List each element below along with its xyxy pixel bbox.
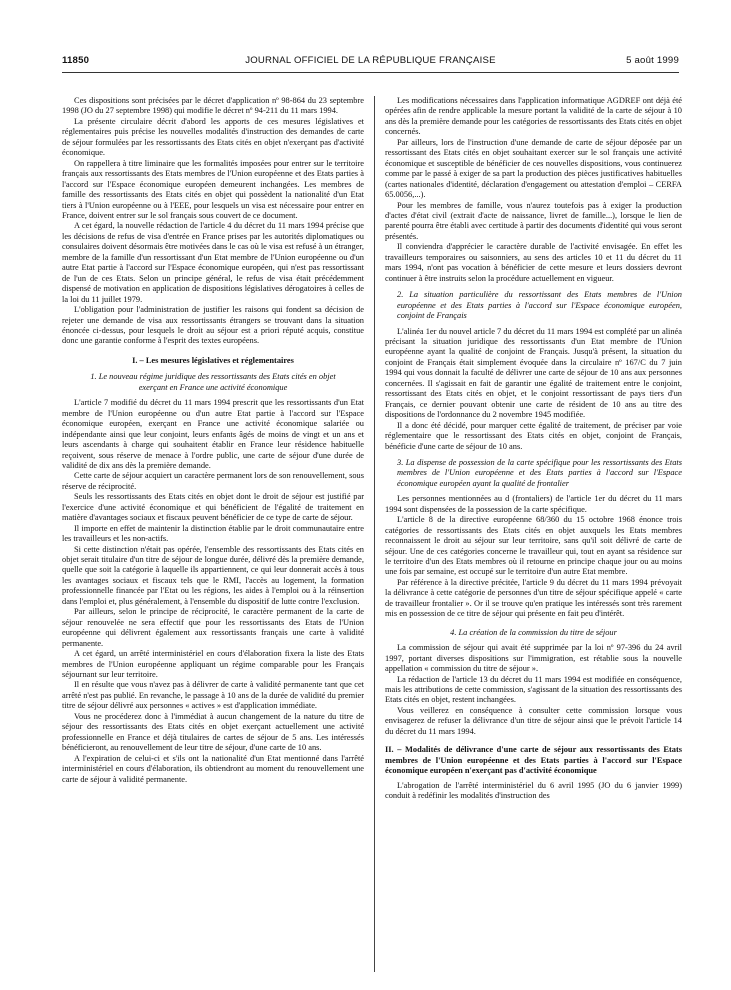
paragraph: Vous veillerez en conséquence à consulter cette commission lorsque vous envisagerez de refuser la délivrance d'un titre de séjour ainsi que le prévoit l'article 14 du décret du 11 mars 1994.: [385, 705, 682, 736]
paragraph: Cette carte de séjour acquiert un caractère permanent lors de son renouvellement, sous réserve de réciprocité.: [62, 471, 364, 491]
journal-title: JOURNAL OFFICIEL DE LA RÉPUBLIQUE FRANÇAISE: [245, 55, 496, 66]
paragraph: L'article 8 de la directive européenne 68/360 du 15 octobre 1968 énonce trois catégories de ressortissants des Etats cités en objet auxquels les Etats membres reconnaissent le droit au séjour sur leur territoire, sans qu'il soit délivré de carte de séjour. Une de ces catégories concerne le travailleur qui, tout en ayant sa résidence sur le territoire d'un des Etats membres où il retourne en principe chaque jour ou au moins une fois par semaine, est occupé sur le territoire d'un autre Etat membre.: [385, 515, 682, 577]
subsection-heading: 2. La situation particulière du ressortissant des Etats membres de l'Union européenne et des Etats parties à l'accord sur l'Espace économique européen, conjoint de Français: [397, 290, 682, 321]
paragraph: La commission de séjour qui avait été supprimée par la loi nº 97-396 du 24 avril 1997, portant diverses dispositions sur l'immigration, est rétablie sous la nouvelle appellation « commission du titre de séjour ».: [385, 643, 682, 674]
paragraph: Il a donc été décidé, pour marquer cette égalité de traitement, de préciser par voie réglementaire que le ressortissant des Etats cités en objet, conjoint de Français, bénéficie d'une carte de séjour de 10 ans.: [385, 420, 682, 451]
left-column: [62, 96, 364, 972]
page-number: 11850: [62, 55, 90, 66]
paragraph: Il en résulte que vous n'avez pas à délivrer de carte à validité permanente tant que cet arrêté n'est pas publié. En revanche, le passage à 10 ans de la durée de validité du premier titre de séjour délivré aux personnes « actives » est d'application immédiate.: [62, 680, 364, 711]
paragraph: La présente circulaire décrit d'abord les apports de ces mesures législatives et réglementaires puis précise les nouvelles modalités d'instruction des demandes de carte de séjour formulées par les ressortissants des Etats cités en objet n'exerçant pas d'activité économique.: [62, 116, 364, 158]
paragraph: L'abrogation de l'arrêté interministériel du 6 avril 1995 (JO du 6 janvier 1999) conduit à redéfinir les modalités d'instruction des: [385, 780, 682, 801]
paragraph: La rédaction de l'article 13 du décret du 11 mars 1994 est modifiée en conséquence, mais les attributions de cette commission, s'agissant de la situation des ressortissants des Etats cités en objet, restent inchangées.: [385, 674, 682, 705]
paragraph: Les modifications nécessaires dans l'application informatique AGDREF ont déjà été opérées afin de rendre applicable la mesure portant la validité de la carte de séjour à 10 ans dès la première demande pour les catégories de ressortissants des Etats cités en objet concernés.: [385, 96, 682, 137]
paragraph: Si cette distinction n'était pas opérée, l'ensemble des ressortissants des Etats cités en objet serait titulaire d'un titre de séjour de longue durée, délivré dès la première demande, quelle que soit la catégorie à laquelle ils appartiennent, ce qui leur donnerait accès à tous les avantages sociaux et fiscaux tels que le RMI, l'accès au logement, la formation professionnelle financée par l'Etat ou les régions, les aides à l'emploi ou à la réinsertion dans l'emploi et, plus généralement, à l'ensemble du dispositif de lutte contre l'exclusion.: [62, 544, 364, 606]
paragraph: Ces dispositions sont précisées par le décret d'application nº 98-864 du 23 septembre 1998 (JO du 27 septembre 1998) qui modifie le décret nº 94-211 du 11 mars 1994.: [62, 96, 364, 116]
paragraph: A cet égard, un arrêté interministériel en cours d'élaboration fixera la liste des Etats membres de l'Union européenne appliquant un régime comparable pour les Français séjournant sur leur territoire.: [62, 649, 364, 680]
paragraph: Il conviendra d'apprécier le caractère durable de l'activité envisagée. En effet les travailleurs temporaires ou saisonniers, au sens des articles 10 et 11 du décret du 11 mars 1994, n'ont pas vocation à bénéficier de cette mesure et leurs dossiers devront continuer à être instruits selon la procédure actuellement en vigueur.: [385, 242, 682, 283]
paragraph: Il importe en effet de maintenir la distinction établie par le droit communautaire entre les travailleurs et les non-actifs.: [62, 523, 364, 544]
paragraph: A l'expiration de celui-ci et s'ils ont la nationalité d'un Etat mentionné dans l'arrêté interministériel en cours d'élaboration, ils obtiendront au moment du renouvellement une carte de séjour à validité permanente.: [62, 753, 364, 784]
subsection-heading: 4. La création de la commission du titre de séjour: [450, 627, 617, 637]
right-column: [385, 96, 682, 972]
paragraph: Vous ne procéderez donc à l'immédiat à aucun changement de la nature du titre de séjour des ressortissants des Etats cités en objet exerçant actuellement une activité professionnelle en France et déjà titulaires de cartes de séjour de 5 ans. Les intéressés bénéficieront, au renouvellement de leur titre de séjour, d'une carte de 10 ans.: [62, 711, 364, 753]
section-heading: II. – Modalités de délivrance d'une carte de séjour aux ressortissants des Etats membres de l'Union européenne et des Etats parties à l'accord sur l'Espace économique européen n'exerçant pas d'activité économique: [385, 745, 682, 776]
paragraph: Par référence à la directive précitée, l'article 9 du décret du 11 mars 1994 prévoyait la délivrance à cette catégorie de personnes d'un titre de séjour spécifique appelé « carte de travailleur frontalier ». Or il se trouve qu'en pratique les intéressés sont très rarement mis en possession de ce titre de séjour qui présente en fait peu d'intérêt.: [385, 577, 682, 619]
paragraph: A cet égard, la nouvelle rédaction de l'article 4 du décret du 11 mars 1994 précise que les décisions de refus de visa d'entrée en France prises par les autorités diplomatiques ou consulaires doivent désormais être motivées dans le cas où le visa est refusé à un étranger, membre de la famille d'un ressortissant d'un Etat membre de l'Union européenne ou d'un autre Etat partie à l'accord sur l'Espace économique européen, qui n'est pas ressortissant de l'un de ces Etats. Selon un principe général, le refus de visa était précédemment dispensé de motivation en application de dispositions législatives dérogatoires à celles de la loi du 11 juillet 1979.: [62, 221, 364, 304]
paragraph: L'article 7 modifié du décret du 11 mars 1994 prescrit que les ressortissants d'un Etat membre de l'Union européenne ou d'un autre Etat partie à l'accord sur l'Espace économique européen, exerçant en France une activité économique salariée ou indépendante ainsi que leur conjoint, leurs enfants âgés de moins de vingt et un ans et leurs ascendants à charge qui souhaitent établir en France leur résidence habituelle reçoivent, sous réserve de menace à l'ordre public, une carte de séjour d'une durée de validité de dix ans dès la première demande.: [62, 398, 364, 470]
subsection-heading: 3. La dispense de possession de la carte spécifique pour les ressortissants des Etats membres de l'Union européenne et des Etats parties à l'accord sur l'Espace économique européen ayant la qualité de frontalier: [397, 457, 682, 488]
paragraph: L'obligation pour l'administration de justifier les raisons qui fondent sa décision de rejeter une demande de visa aux ressortissants étrangers se trouvant dans la situation énoncée ci-dessus, pour lesquels le droit au séjour est a priori réputé acquis, constitue donc une garantie conforme à l'esprit des textes européens.: [62, 305, 364, 346]
paragraph: Les personnes mentionnées au d (frontaliers) de l'article 1er du décret du 11 mars 1994 sont dispensées de la possession de la carte spécifique.: [385, 494, 682, 514]
issue-date: 5 août 1999: [626, 55, 679, 66]
subsection-heading: 1. Le nouveau régime juridique des ressortissants des Etats cités en objet exerçant en France une activité économique: [90, 372, 336, 392]
column-divider: [374, 96, 375, 972]
page-header: [62, 50, 679, 73]
paragraph: Par ailleurs, lors de l'instruction d'une demande de carte de séjour déposée par un ressortissant des Etats cités en objet souhaitant exercer sur le sol français une activité économique et susceptible de bénéficier de ces nouvelles dispositions, vous continuerez comme par le passé à exiger de sa part la production des pièces justificatives habituelles (cartes nationales d'identité, déclaration d'engagement ou attestation d'emploi – CERFA 65.0056,...).: [385, 137, 682, 200]
paragraph: Seuls les ressortissants des Etats cités en objet dont le droit de séjour est justifié par l'exercice d'une activité économique et qui bénéficient de l'égalité de traitement en matière d'avantages sociaux et fiscaux peuvent bénéficier de ce type de carte de séjour.: [62, 492, 364, 523]
paragraph: Par ailleurs, selon le principe de réciprocité, le caractère permanent de la carte de séjour renouvelée ne sera effectif que pour les ressortissants des Etats de l'Union européenne qui délivrent également aux ressortissants français une carte à validité permanente.: [62, 607, 364, 648]
paragraph: L'alinéa 1er du nouvel article 7 du décret du 11 mars 1994 est complété par un alinéa précisant la situation juridique des ressortissants d'un Etat membre de l'Union européenne ayant la qualité de conjoint de Français. Jusqu'à présent, la situation du conjoint de Français était simplement évoquée dans la circulaire nº 167/C du 7 juin 1994 qui vous donnait la faculté de délivrer une carte de séjour de 10 ans aux personnes concernées. Il s'agissait en fait de garantir une égalité de traitement entre le conjoint, ressortissant des Etats cités en objet, et le conjoint ressortissant de pays tiers d'un Français, ce dernier pouvant obtenir une carte de résident de 10 ans au titre des dispositions de l'ordonnance du 2 novembre 1945 modifiée.: [385, 326, 682, 420]
paragraph: Pour les membres de famille, vous n'aurez toutefois pas à exiger la production d'actes d'état civil (extrait d'acte de naissance, livret de famille...), lorsque le lien de parenté pourra être établi avec certitude à partir des documents d'identité qui vous seront présentés.: [385, 200, 682, 241]
paragraph: On rappellera à titre liminaire que les formalités imposées pour entrer sur le territoire français aux ressortissants des Etats membres de l'Union européenne et des Etats parties à l'accord sur l'Espace économique européen demeurent inchangées. Les membres de famille des ressortissants des Etats cités en objet qui possèdent la nationalité d'un Etat tiers à l'Union européenne ou à l'EEE, pour lesquels un visa est nécessaire pour entrer en France, doivent entrer sur le sol français sous couvert de ce document.: [62, 158, 364, 220]
section-heading: I. – Les mesures législatives et réglementaires: [132, 355, 294, 365]
